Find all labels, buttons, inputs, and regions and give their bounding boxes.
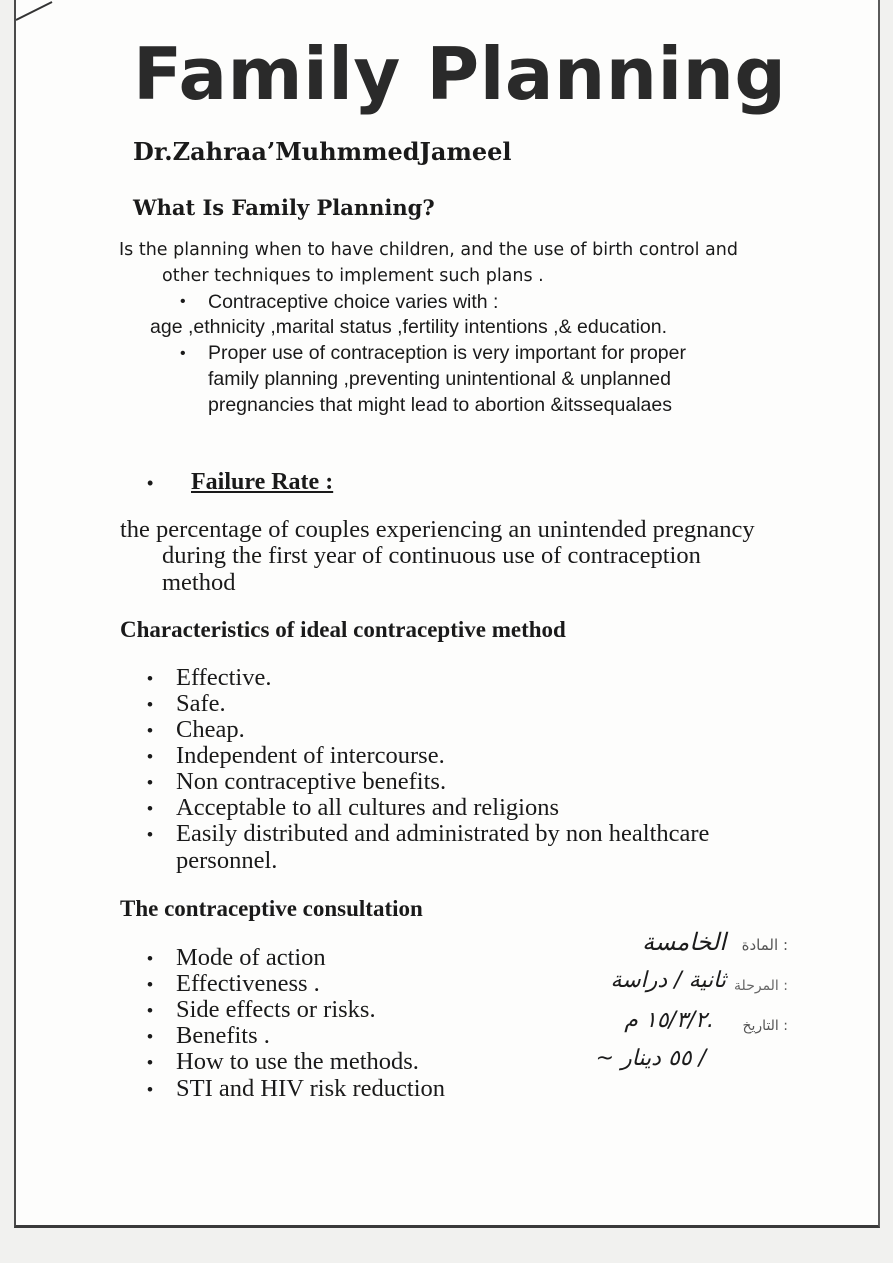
characteristics-heading: Characteristics of ideal contraceptive method [120,617,566,642]
document-title: Family Planning [133,32,787,116]
corner-scan-mark [16,0,76,30]
handwritten-stamp [536,918,796,1098]
document-page [14,0,880,1228]
bullet-marker: • [147,1053,153,1072]
failure-rate-line-3: method [162,569,236,596]
choice-detail: age ,ethnicity ,marital status ,fertility intentions ,& education. [150,316,668,338]
list-item: Easily distributed and administrated by non healthcare [176,820,710,847]
bullet-marker: • [147,669,153,688]
list-item: Benefits . [176,1022,270,1049]
bullet-marker: • [147,721,153,740]
definition-line-1: Is the planning when to have children, and the use of birth control and [119,240,738,260]
list-item: Cheap. [176,716,245,743]
bullet-marker: • [147,1080,153,1099]
bullet-marker: • [147,695,153,714]
list-item-continuation: personnel. [176,847,278,874]
author-name: Dr.Zahraa’MuhmmedJameel [133,137,512,166]
bullet-marker: • [147,473,154,493]
proper-use-line-1: Proper use of contraception is very important for proper [208,342,686,364]
stamp-value-stage: ثانية / دراسة [610,968,726,993]
stamp-value-subject: الخامسة [642,928,726,956]
stamp-value-price: ~ ٥٥ دينار / [595,1046,706,1071]
proper-use-line-3: pregnancies that might lead to abortion &itssequalaes [208,394,672,416]
list-item: Mode of action [176,944,326,971]
list-item: Effective. [176,664,272,691]
bullet-marker: • [147,799,153,818]
list-item: Acceptable to all cultures and religions [176,794,560,821]
bullet-marker: • [147,825,153,844]
what-is-heading: What Is Family Planning? [133,195,435,220]
bullet-marker: • [147,949,153,968]
stamp-label-stage: المرحلة : [734,978,788,994]
failure-rate-line-2: during the first year of continuous use of contraception [162,542,701,569]
stamp-value-date: ١٥/٣/٢ م. [624,1008,714,1033]
bullet-marker: • [147,1001,153,1020]
list-item: Side effects or risks. [176,996,376,1023]
bullet-marker: • [147,975,153,994]
list-item: STI and HIV risk reduction [176,1075,445,1102]
failure-rate-line-1: the percentage of couples experiencing an unintended pregnancy [120,516,755,543]
bullet-marker: • [147,773,153,792]
stamp-label-date: التاريخ : [742,1018,788,1034]
proper-use-line-2: family planning ,preventing unintentional & unplanned [208,368,671,390]
definition-line-2: other techniques to implement such plans . [162,266,544,286]
list-item: Safe. [176,690,226,717]
failure-rate-heading: Failure Rate : [191,469,334,495]
bullet-marker: • [180,293,186,310]
bullet-marker: • [147,747,153,766]
list-item: How to use the methods. [176,1048,419,1075]
choice-bullet: Contraceptive choice varies with : [208,291,499,313]
list-item: Non contraceptive benefits. [176,768,447,795]
bullet-marker: • [180,345,186,362]
stamp-label-subject: المادة : [741,936,788,954]
list-item: Independent of intercourse. [176,742,445,769]
bullet-marker: • [147,1027,153,1046]
consultation-heading: The contraceptive consultation [120,896,423,921]
list-item: Effectiveness . [176,970,320,997]
